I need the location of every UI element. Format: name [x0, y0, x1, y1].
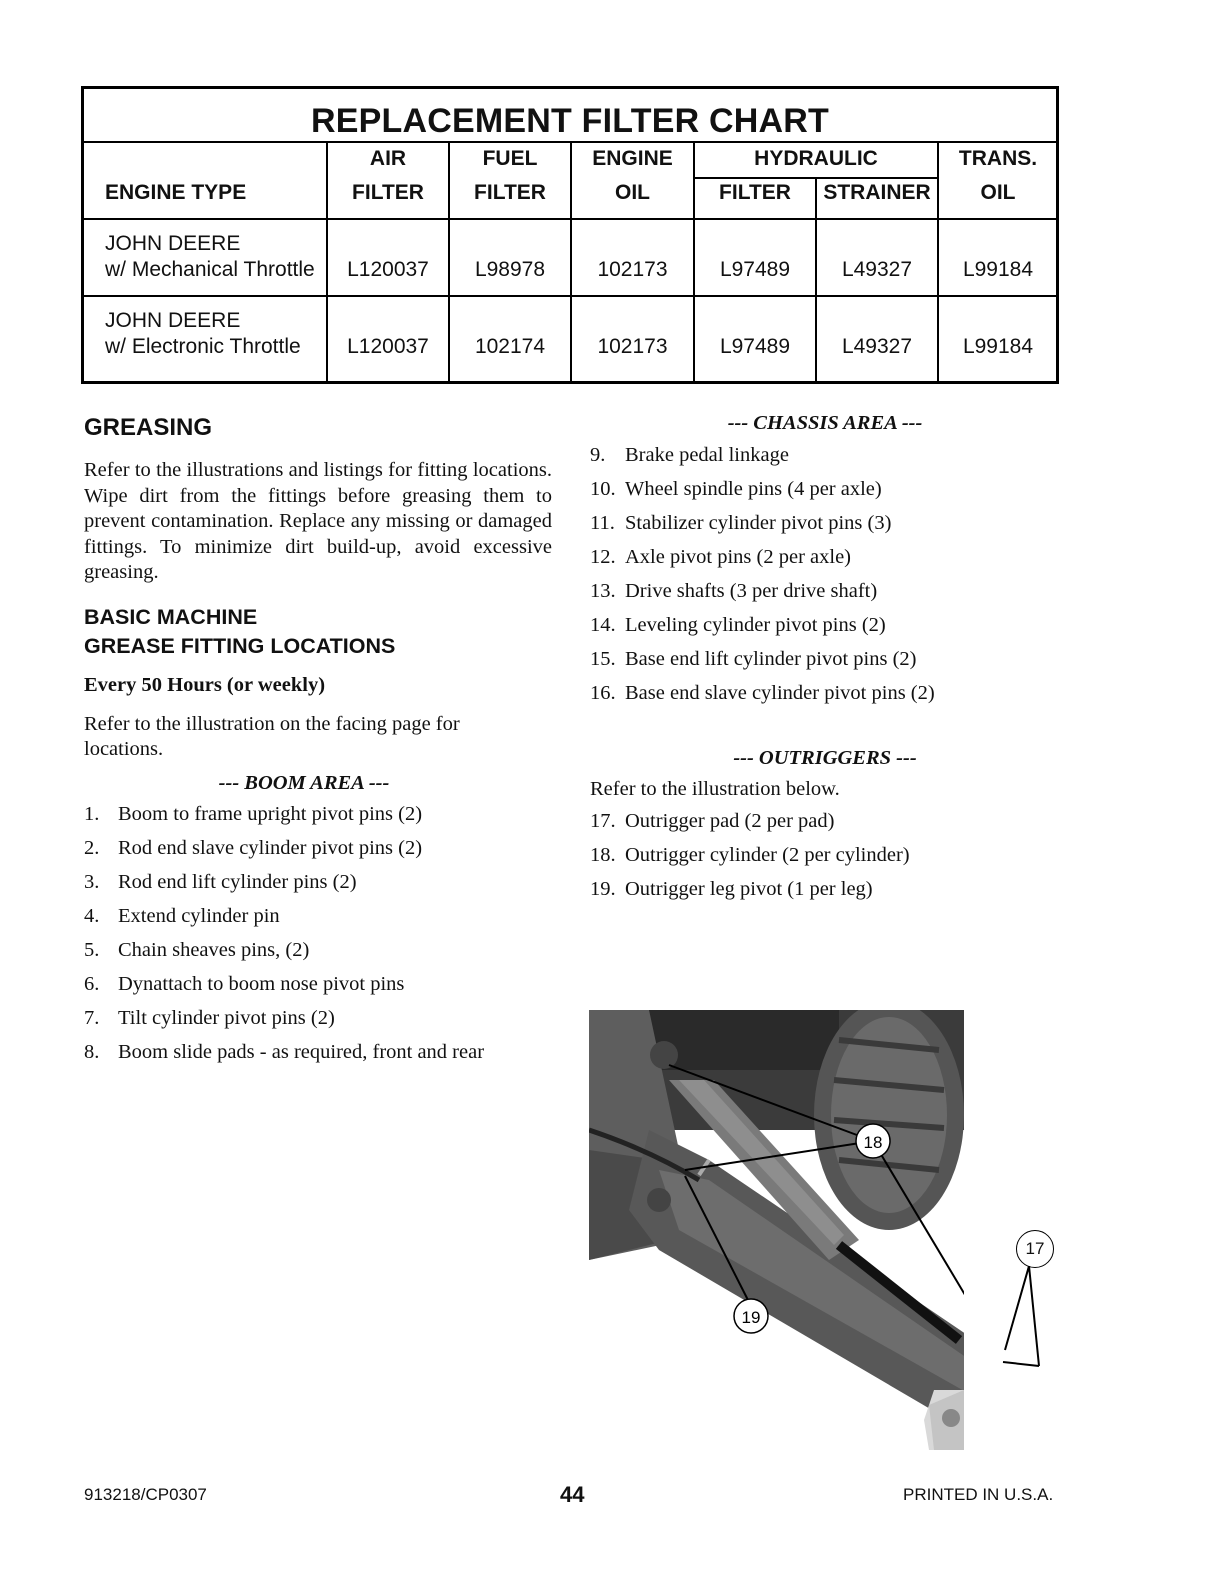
outriggers-heading: --- OUTRIGGERS --- [733, 747, 917, 769]
printed-in: PRINTED IN U.S.A. [903, 1485, 1054, 1504]
row-trans-oil: L99184 [962, 258, 1034, 281]
header-hydraulic: HYDRAULIC [754, 147, 878, 170]
list-item-text: Brake pedal linkage [625, 444, 789, 466]
row-hyd-strainer: L49327 [841, 335, 913, 358]
chart-title: REPLACEMENT FILTER CHART [84, 89, 1056, 143]
header-air-filter: FILTER [352, 181, 424, 204]
list-item [590, 875, 1060, 909]
chassis-area-heading: --- CHASSIS AREA --- [727, 412, 923, 434]
list-item-text: Wheel spindle pins (4 per axle) [625, 478, 882, 500]
header-trans: TRANS. [958, 147, 1038, 170]
list-item [590, 807, 1060, 841]
basic-machine-heading: BASIC MACHINE [84, 604, 258, 629]
list-item-number: 10. [590, 478, 616, 500]
left-column [84, 414, 552, 1072]
row-engine-line2: w/ Electronic Throttle [105, 335, 301, 358]
row-engine-oil: 102173 [597, 258, 668, 281]
list-item [84, 800, 552, 834]
list-item-text: Outrigger cylinder (2 per cylinder) [625, 844, 910, 866]
list-item-text: Base end slave cylinder pivot pins (2) [625, 682, 935, 704]
header-air: AIR [369, 147, 407, 170]
callout-17-leaders [995, 1266, 1055, 1376]
list-item-text: Boom to frame upright pivot pins (2) [118, 802, 423, 825]
list-item-number: 4. [84, 904, 100, 927]
list-item-text: Dynattach to boom nose pivot pins [118, 972, 405, 995]
list-item-number: 13. [590, 580, 616, 602]
row-trans-oil: L99184 [962, 335, 1034, 358]
list-item [590, 543, 1060, 577]
list-item-number: 3. [84, 870, 100, 893]
list-item [590, 841, 1060, 875]
callout-17-label: 17 [1025, 1239, 1045, 1258]
list-item-text: Boom slide pads - as required, front and rear [118, 1040, 485, 1063]
list-item-number: 18. [590, 844, 616, 866]
boom-area-heading: --- BOOM AREA --- [218, 771, 390, 794]
page-number: 44 [560, 1482, 585, 1507]
row-fuel-filter: L98978 [474, 258, 546, 281]
callout-19-label: 19 [741, 1308, 761, 1327]
list-item-text: Stabilizer cylinder pivot pins (3) [625, 512, 892, 534]
list-item-number: 16. [590, 682, 616, 704]
callout-17 [1016, 1230, 1054, 1268]
list-item [590, 679, 1060, 713]
list-item-text: Rod end slave cylinder pivot pins (2) [118, 836, 423, 859]
list-item-number: 17. [590, 810, 616, 832]
header-fuel: FUEL [482, 147, 538, 170]
boom-area-list [84, 800, 552, 1072]
list-item [84, 1004, 552, 1038]
row-air-filter: L120037 [347, 335, 429, 358]
list-item-text: Base end lift cylinder pivot pins (2) [625, 648, 917, 670]
list-item-text: Outrigger pad (2 per pad) [625, 810, 835, 832]
list-item [84, 834, 552, 868]
facing-page-ref: Refer to the illustration on the facing page for locations. [84, 712, 460, 760]
list-item [590, 645, 1060, 679]
list-item-number: 1. [84, 802, 100, 825]
row-engine-line1: JOHN DEERE [105, 309, 241, 332]
list-item-number: 14. [590, 614, 616, 636]
list-item [590, 475, 1060, 509]
list-item [590, 577, 1060, 611]
list-item-number: 19. [590, 878, 616, 900]
outriggers-list [590, 807, 1060, 909]
row-engine-line1: JOHN DEERE [105, 232, 241, 255]
list-item-text: Tilt cylinder pivot pins (2) [118, 1006, 335, 1029]
outrigger-photo [589, 1010, 964, 1450]
list-item-number: 12. [590, 546, 616, 568]
list-item-number: 11. [590, 512, 615, 534]
list-item-number: 7. [84, 1006, 100, 1029]
header-hyd-filter: FILTER [719, 181, 791, 204]
grid-line [84, 218, 1056, 220]
list-item-text: Extend cylinder pin [118, 904, 280, 927]
list-item-number: 5. [84, 938, 100, 961]
row-hyd-filter: L97489 [719, 335, 791, 358]
header-engine-type: ENGINE TYPE [105, 181, 247, 204]
list-item [84, 1038, 552, 1072]
row-hyd-filter: L97489 [719, 258, 791, 281]
header-engine-oil: OIL [615, 181, 650, 204]
list-item-number: 6. [84, 972, 100, 995]
callout-18-label: 18 [863, 1133, 883, 1152]
list-item [84, 936, 552, 970]
doc-number: 913218/CP0307 [84, 1485, 207, 1504]
list-item-number: 8. [84, 1040, 100, 1063]
grease-fitting-heading: GREASE FITTING LOCATIONS [84, 633, 396, 658]
header-hyd-strainer: STRAINER [823, 181, 931, 204]
list-item-text: Drive shafts (3 per drive shaft) [625, 580, 878, 602]
greasing-intro: Refer to the illustrations and listings for fitting locations. Wipe dirt from the fittings before greasing them to prevent contamination. Replace any missing or damaged fittings. To minimize dirt build-up, avoid excessive greasing. [84, 459, 552, 583]
interval-heading: Every 50 Hours (or weekly) [84, 673, 326, 696]
header-trans-oil: OIL [980, 181, 1016, 204]
row-fuel-filter: 102174 [474, 335, 546, 358]
list-item-number: 9. [590, 444, 606, 466]
list-item-text: Leveling cylinder pivot pins (2) [625, 614, 886, 636]
list-item [590, 509, 1060, 543]
list-item-text: Axle pivot pins (2 per axle) [625, 546, 852, 568]
row-hyd-strainer: L49327 [841, 258, 913, 281]
row-engine-line2: w/ Mechanical Throttle [105, 258, 315, 281]
list-item [84, 868, 552, 902]
replacement-filter-chart [81, 86, 1059, 384]
list-item [84, 902, 552, 936]
header-fuel-filter: FILTER [474, 181, 546, 204]
grid-line [693, 177, 937, 179]
list-item [590, 611, 1060, 645]
row-engine-oil: 102173 [597, 335, 668, 358]
row-air-filter: L120037 [347, 258, 429, 281]
list-item [84, 970, 552, 1004]
grid-line [84, 295, 1056, 297]
list-item [590, 441, 1060, 475]
list-item-text: Rod end lift cylinder pins (2) [118, 870, 357, 893]
header-engine: ENGINE [592, 147, 673, 170]
greasing-heading: GREASING [84, 414, 213, 441]
list-item-number: 2. [84, 836, 100, 859]
list-item-text: Outrigger leg pivot (1 per leg) [625, 878, 873, 900]
list-item-text: Chain sheaves pins, (2) [118, 938, 310, 961]
outriggers-ref: Refer to the illustration below. [590, 778, 840, 800]
right-column [590, 412, 1060, 909]
list-item-number: 15. [590, 648, 616, 670]
chassis-area-list [590, 441, 1060, 713]
